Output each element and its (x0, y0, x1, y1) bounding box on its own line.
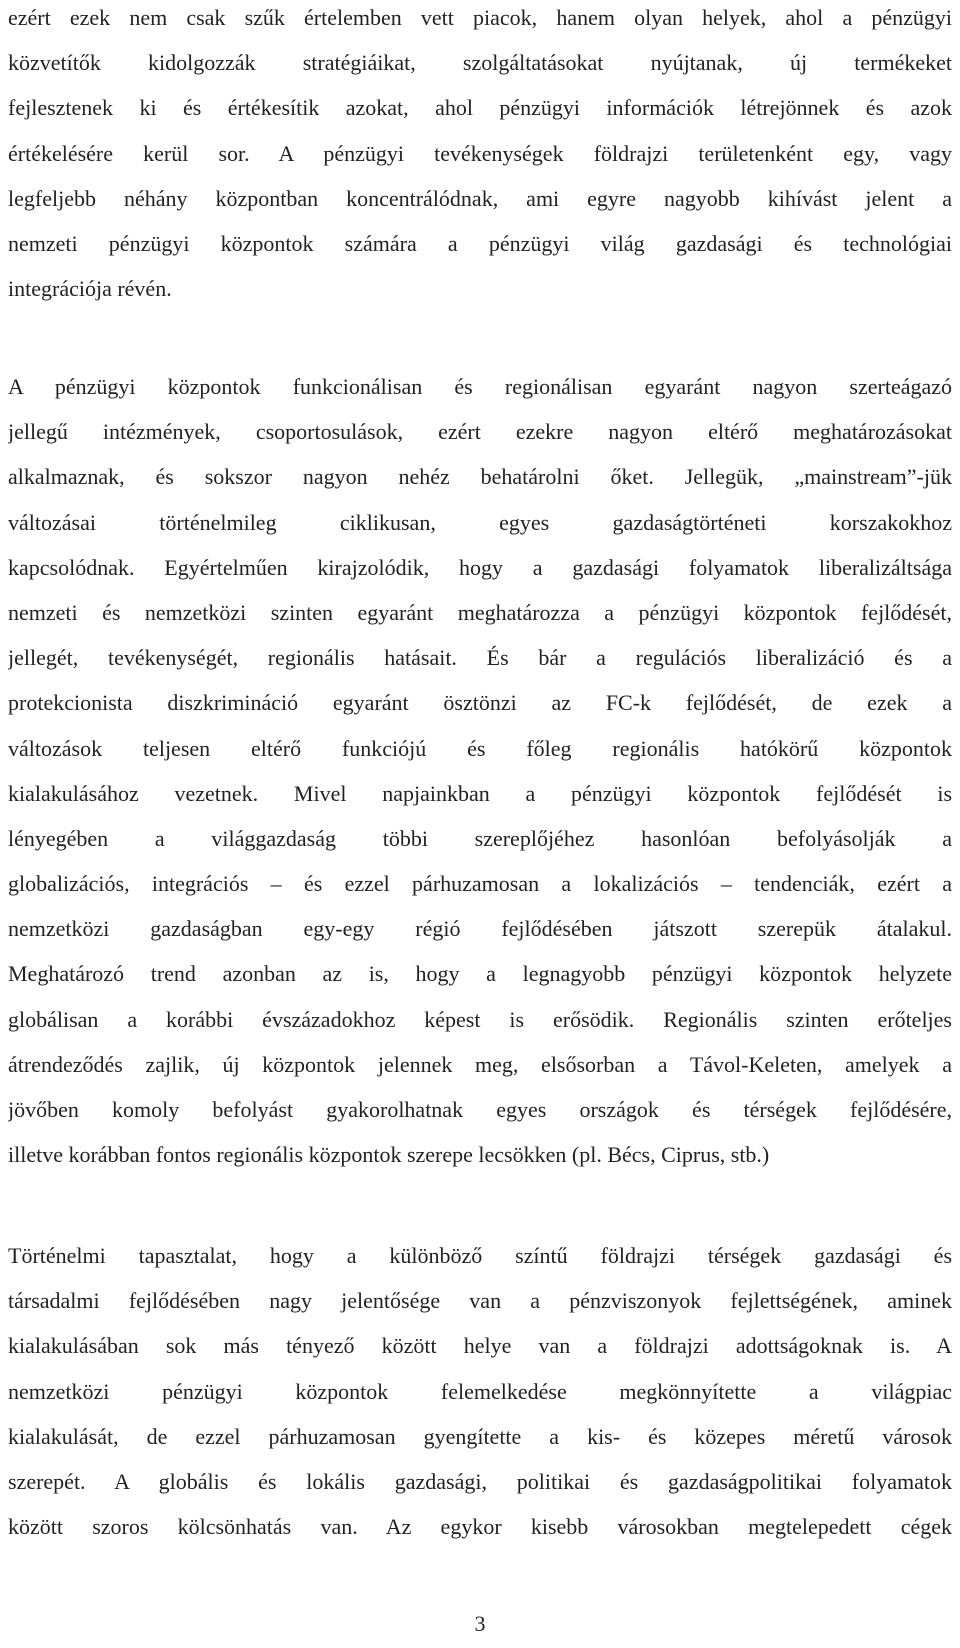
text-line: Meghatározó trend azonban az is, hogy a legnagyobb pénzügyi központok helyzete (8, 961, 952, 987)
text-line: változásai történelmileg ciklikusan, egyes gazdaságtörténeti korszakokhoz (8, 509, 952, 535)
text-line: kialakulását, de ezzel párhuzamosan gyengítette a kis- és közepes méretű városok (8, 1423, 952, 1449)
text-line: nemzeti pénzügyi központok számára a pénzügyi világ gazdasági és technológiai (8, 230, 952, 256)
paragraph-2 (8, 364, 952, 1177)
text-line: értékelésére kerül sor. A pénzügyi tevékenységek földrajzi területenként egy, vagy (8, 140, 952, 166)
text-line: társadalmi fejlődésében nagy jelentősége van a pénzviszonyok fejlettségének, aminek (8, 1288, 952, 1314)
text-line: kapcsolódnak. Egyértelműen kirajzolódik, hogy a gazdasági folyamatok liberalizáltsága (8, 554, 952, 580)
text-line: ezért ezek nem csak szűk értelemben vett piacok, hanem olyan helyek, ahol a pénzügyi (8, 5, 952, 30)
paragraph-3 (8, 1233, 952, 1549)
text-line: nemzetközi gazdaságban egy-egy régió fejlődésében játszott szerepük átalakul. (8, 916, 952, 942)
text-line: jellegű intézmények, csoportosulások, ezért ezekre nagyon eltérő meghatározásokat (8, 419, 952, 445)
text-line: alkalmaznak, és sokszor nagyon nehéz behatárolni őket. Jellegük, „mainstream”-jük (8, 464, 952, 490)
document-page (8, 0, 952, 1648)
text-line: legfeljebb néhány központban koncentrálódnak, ami egyre nagyobb kihívást jelent a (8, 185, 952, 211)
text-line: kialakulásában sok más tényező között helye van a földrajzi adottságoknak is. A (8, 1333, 952, 1359)
text-line: fejlesztenek ki és értékesítik azokat, ahol pénzügyi információk létrejönnek és azok (8, 95, 952, 121)
text-line: jellegét, tevékenységét, regionális hatásait. És bár a regulációs liberalizáció és a (8, 645, 952, 671)
text-line: lényegében a világgazdaság többi szereplőjéhez hasonlóan befolyásolják a (8, 825, 952, 851)
text-line: A pénzügyi központok funkcionálisan és regionálisan egyaránt nagyon szerteágazó (8, 374, 952, 399)
text-line: átrendeződés zajlik, új központok jelennek meg, elsősorban a Távol-Keleten, amelyek a (8, 1051, 952, 1077)
text-line: jövőben komoly befolyást gyakorolhatnak egyes országok és térségek fejlődésére, (8, 1097, 952, 1122)
text-line: illetve korábban fontos regionális központok szerepe lecsökken (pl. Bécs, Ciprus, stb.) (8, 1142, 770, 1168)
text-line: globalizációs, integrációs – és ezzel párhuzamosan a lokalizációs – tendenciák, ezért a (8, 871, 952, 897)
text-line: változások teljesen eltérő funkciójú és főleg regionális hatókörű központok (8, 735, 952, 761)
text-line: integrációja révén. (8, 276, 172, 302)
text-line: szerepét. A globális és lokális gazdasági, politikai és gazdaságpolitikai folyamatok (8, 1468, 952, 1494)
text-line: Történelmi tapasztalat, hogy a különböző színtű földrajzi térségek gazdasági és (8, 1243, 952, 1268)
text-line: nemzetközi pénzügyi központok felemelkedése megkönnyítette a világpiac (8, 1378, 952, 1404)
page-number: 3 (474, 1611, 486, 1636)
text-line: protekcionista diszkrimináció egyaránt ösztönzi az FC-k fejlődését, de ezek a (8, 690, 952, 716)
text-line: nemzeti és nemzetközi szinten egyaránt meghatározza a pénzügyi központok fejlődését, (8, 599, 952, 625)
text-line: között szoros kölcsönhatás van. Az egykor kisebb városokban megtelepedett cégek (8, 1514, 952, 1540)
paragraph-1 (8, 0, 952, 311)
text-line: kialakulásához vezetnek. Mivel napjainkban a pénzügyi központok fejlődését is (8, 780, 952, 806)
text-line: közvetítők kidolgozzák stratégiáikat, szolgáltatásokat nyújtanak, új termékeket (8, 50, 952, 76)
text-line: globálisan a korábbi évszázadokhoz képest is erősödik. Regionális szinten erőteljes (8, 1006, 952, 1032)
